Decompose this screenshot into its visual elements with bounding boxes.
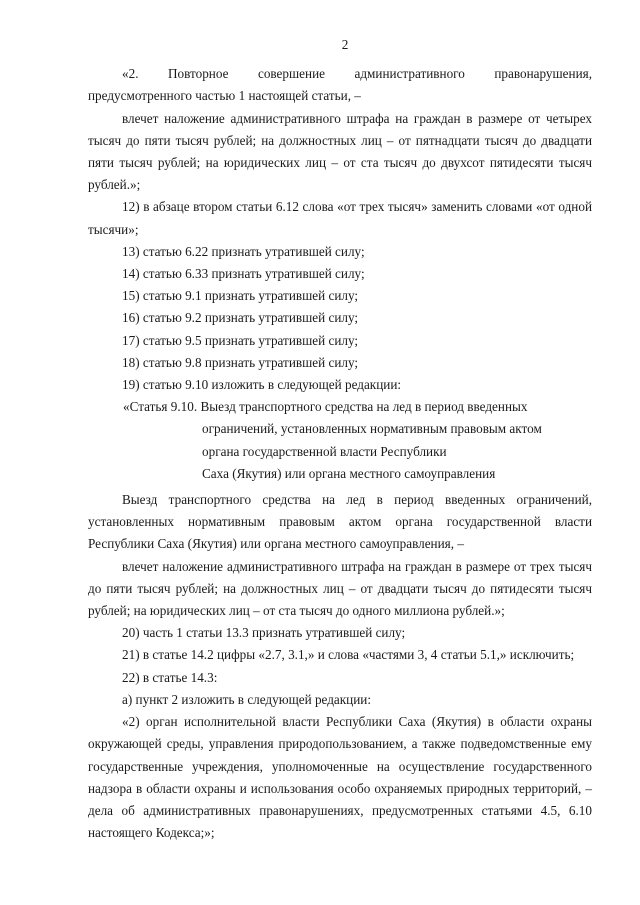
paragraph-item-12: 12) в абзаце втором статьи 6.12 слова «от трех тысяч» заменить словами «от одной тысячи»; [88,199,592,237]
paragraph-penalty-2: влечет наложение административного штрафа на граждан в размере от трех тысяч до пяти тысяч рублей; на должностных лиц – от двадцати тысяч до пятидесяти тысяч рублей; на юридических лиц – от ста тысяч до одного миллиона рублей.»; [88,558,592,619]
document-page [88,34,592,844]
paragraph-item-17: 17) статью 9.5 признать утратившей силу; [122,332,359,348]
paragraph-item-16: 16) статью 9.2 признать утратившей силу; [122,310,359,326]
paragraph-item-13: 13) статью 6.22 признать утратившей силу; [122,243,365,259]
article-heading-line-2: ограничений, установленных нормативным правовым актом [202,421,542,437]
paragraph-item-20: 20) часть 1 статьи 13.3 признать утратившей силу; [122,625,406,641]
paragraph-item-19: 19) статью 9.10 изложить в следующей редакции: [122,377,402,393]
paragraph-subitem-a: а) пункт 2 изложить в следующей редакции: [122,691,372,707]
paragraph-item-18: 18) статью 9.8 признать утратившей силу; [122,354,359,370]
article-heading-line-4: Саха (Якутия) или органа местного самоуправления [202,465,496,481]
paragraph-repeat-violation: «2. Повторное совершение административного правонарушения, предусмотренного частью 1 настоящей статьи, – [88,66,592,104]
paragraph-item-22: 22) в статье 14.3: [122,669,218,685]
paragraph-item-14: 14) статью 6.33 признать утратившей силу; [122,266,365,282]
paragraph-item-21: 21) в статье 14.2 цифры «2.7, 3.1,» и слова «частями 3, 4 статьи 5.1,» исключить; [122,647,575,663]
paragraph-ice-exit: Выезд транспортного средства на лед в период введенных ограничений, установленных нормативным правовым актом органа государственной власти Республики Саха (Якутия) или органа местного самоуправления, – [88,492,592,552]
paragraph-penalty-1: влечет наложение административного штрафа на граждан в размере от четырех тысяч до пяти тысяч рублей; на должностных лиц – от пятнадцати тысяч до двадцати пяти тысяч рублей; на юридических лиц – от ста тысяч до двухсот пятидесяти тысяч рублей.»; [88,110,592,193]
article-heading-line-3: органа государственной власти Республики [202,443,447,459]
article-heading [88,396,592,485]
article-heading-line-1: «Статья 9.10. Выезд транспортного средства на лед в период введенных [123,399,528,415]
paragraph-authority: «2) орган исполнительной власти Республики Саха (Якутия) в области охраны окружающей среды, управления природопользованием, а также подведомственные ему государственные учреждения, уполномоченные на осуществление государственного надзора в области охраны и использования особо охраняемых природных территорий, – дела об административных правонарушениях, предусмотренных статьями 4.5, 6.10 настоящего Кодекса;»; [88,714,592,841]
page-number: 2 [341,37,349,52]
paragraph-item-15: 15) статью 9.1 признать утратившей силу; [122,288,359,304]
